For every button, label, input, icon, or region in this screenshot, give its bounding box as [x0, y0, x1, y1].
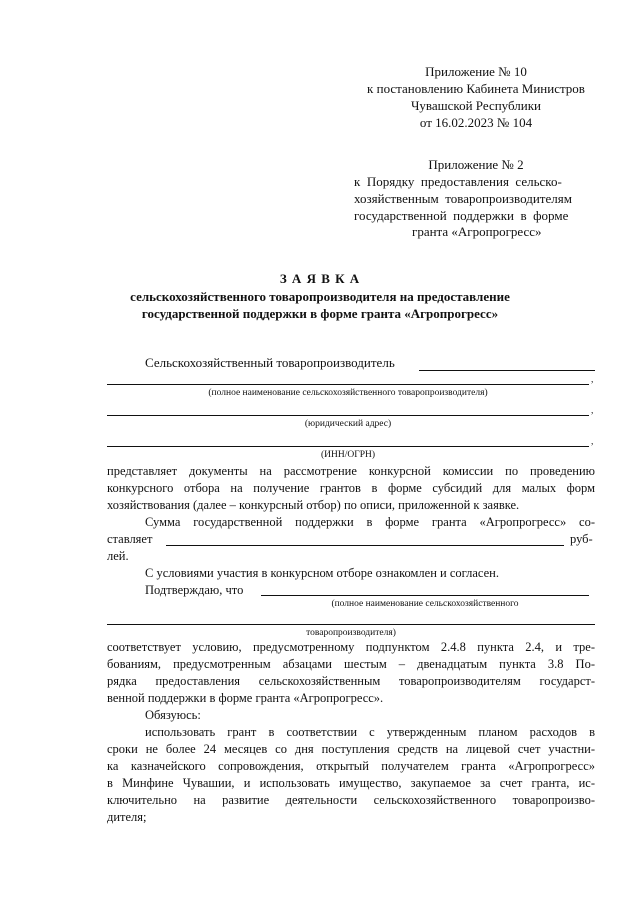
- paragraph3-line4: в Минфине Чувашии, и использовать имущество, закупаемое за счет гранта, ис-: [107, 776, 595, 790]
- annex10-line4: от 16.02.2023 № 104: [419, 115, 533, 130]
- caption-address: (юридический адрес): [304, 419, 392, 429]
- caption-inn: (ИНН/ОГРН): [320, 450, 376, 460]
- confirm-input-line[interactable]: [261, 595, 589, 596]
- sum-input-line[interactable]: [166, 545, 564, 546]
- annex2-line1: Приложение № 2: [428, 157, 524, 172]
- sum-line1: Сумма государственной поддержки в форме гранта «Агропрогресс» со-: [145, 515, 595, 529]
- confirm-caption-1: (полное наименование сельскохозяйственного: [331, 599, 519, 609]
- producer-label: Сельскохозяйственный товаропроизводитель: [145, 355, 395, 370]
- agree-statement: С условиями участия в конкурсном отборе ознакомлен и согласен.: [145, 566, 499, 580]
- paragraph3-line2: сроки не более 24 месяцев со дня поступления средств на лицевой счет участни-: [107, 742, 595, 756]
- paragraph3-line6: дителя;: [107, 810, 147, 824]
- paragraph3-line3: ка казначейского сопровождения, открытый получателем гранта «Агропрогресс»: [107, 759, 595, 773]
- address-input-line[interactable]: [107, 415, 589, 416]
- document-subtitle-line1: сельскохозяйственного товаропроизводителя на предоставление: [130, 289, 510, 304]
- document-subtitle-line2: государственной поддержки в форме гранта «Агропрогресс»: [141, 306, 499, 321]
- annex10-line2: к постановлению Кабинета Министров: [367, 81, 585, 96]
- caption-full-name: (полное наименование сельскохозяйственного товаропроизводителя): [208, 388, 488, 398]
- producer-input-line[interactable]: [419, 370, 595, 371]
- comma-1: ,: [591, 375, 594, 385]
- producer-name-input-line[interactable]: [107, 384, 589, 385]
- sum-currency-part2: лей.: [107, 549, 129, 563]
- annex10-line1: Приложение № 10: [425, 64, 527, 79]
- sum-label: ставляет: [107, 532, 153, 546]
- paragraph1-line2: конкурсного отбора на получение грантов в форме субсидий для малых форм: [107, 481, 595, 495]
- paragraph2-line3: рядка предоставления сельскохозяйственным товаропроизводителям государст-: [107, 674, 595, 688]
- annex10-line3: Чувашской Республики: [410, 98, 542, 113]
- paragraph2-line4: венной поддержки в форме гранта «Агропрогресс».: [107, 691, 384, 705]
- document-title: З А Я В К А: [279, 271, 361, 286]
- paragraph2-line2: бованиям, предусмотренным абзацами шестым – двенадцатым пункта 3.8 По-: [107, 657, 595, 671]
- annex2-line4: государственной поддержки в форме: [354, 208, 569, 223]
- paragraph3-line1: использовать грант в соответствии с утвержденным планом расходов в: [145, 725, 595, 739]
- confirm-input-line-2[interactable]: [107, 624, 595, 625]
- annex2-line2: к Порядку предоставления сельско-: [354, 174, 562, 189]
- confirm-caption-2: товаропроизводителя): [306, 628, 396, 638]
- oblige-heading: Обязуюсь:: [145, 708, 201, 722]
- annex2-line3: хозяйственным товаропроизводителям: [354, 191, 572, 206]
- sum-currency-part1: руб-: [570, 532, 593, 546]
- comma-3: ,: [591, 437, 594, 447]
- paragraph1-line1: представляет документы на рассмотрение конкурсной комиссии по проведению: [107, 464, 595, 478]
- comma-2: ,: [591, 406, 594, 416]
- paragraph2-line1: соответствует условию, предусмотренному подпунктом 2.4.8 пункта 2.4, и тре-: [107, 640, 595, 654]
- paragraph3-line5: ключительно на развитие деятельности сельскохозяйственного товаропроизво-: [107, 793, 595, 807]
- inn-input-line[interactable]: [107, 446, 589, 447]
- annex2-line5: гранта «Агропрогресс»: [412, 224, 542, 239]
- confirm-label: Подтверждаю, что: [145, 583, 244, 597]
- paragraph1-line3: хозяйствования (далее – конкурсный отбор) по описи, приложенной к заявке.: [107, 498, 520, 512]
